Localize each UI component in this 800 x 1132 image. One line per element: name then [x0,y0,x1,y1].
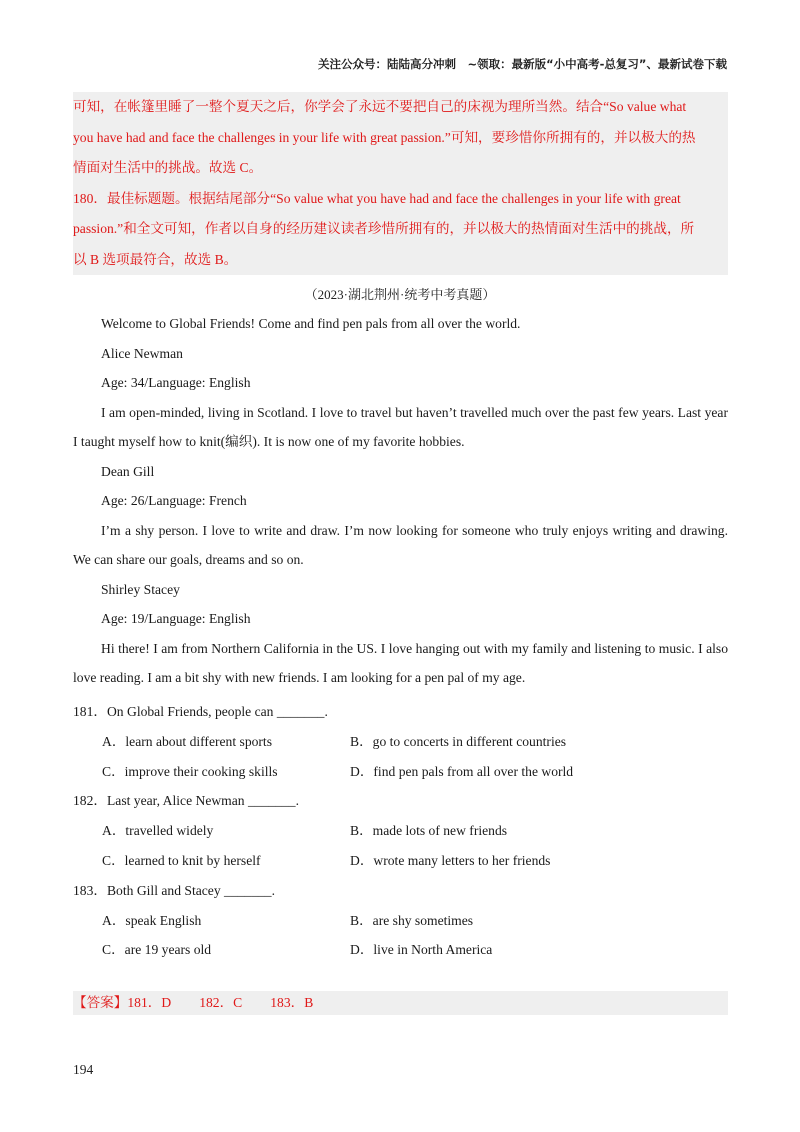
passage-intro: Welcome to Global Friends! Come and find pen pals from all over the world. [101,316,521,331]
profile-name: Alice Newman [101,345,183,361]
question-stem: 181．On Global Friends, people can _______. [73,704,328,719]
explanation-block [73,92,728,275]
option-c: C．learned to knit by herself [102,852,261,868]
explanation-line: 180．最佳标题题。根据结尾部分“So value what you have had and face the challenges in your life with great [73,190,681,206]
answer-key [73,991,728,1015]
question-item [73,697,728,786]
option-b: B．are shy sometimes [350,912,474,928]
profile-info: Age: 19/Language: English [101,611,251,626]
question-list [73,697,728,965]
answer-item: 182．C [199,995,243,1010]
option-c: C．are 19 years old [102,942,212,958]
page-number: 194 [73,1062,94,1077]
profile-name: Dean Gill [101,463,155,479]
option-b: B．go to concerts in different countries [350,733,567,749]
option-d: D．find pen pals from all over the world [350,763,574,779]
question-stem: 183．Both Gill and Stacey _______. [73,882,276,898]
explanation-line: 以 B 选项最符合，故选 B。 [73,251,238,267]
option-d: D．wrote many letters to her friends [350,852,551,868]
profile-info: Age: 34/Language: English [101,375,251,390]
question-item [73,876,728,965]
option-c: C．improve their cooking skills [102,763,278,779]
explanation-line: you have had and face the challenges in your life with great passion.”可知，要珍惜你所拥有的，并以极大的热 [73,129,696,145]
answer-item: 183．B [270,995,314,1010]
question-stem: 182．Last year, Alice Newman _______. [73,793,299,809]
question-source: （2023·湖北荆州·统考中考真题） [304,287,496,302]
profile-info: Age: 26/Language: French [101,493,247,508]
profile-text: I’m a shy person. I love to write and draw. I’m now looking for someone who truly enjoys writing and drawing. We can share our goals, dreams and so on. [73,522,728,567]
profile-text: Hi there! I am from Northern California in the US. I love hanging out with my family and listening to music. I also love reading. I am a bit shy with new friends. I am looking for a pen pal of my age. [73,640,728,685]
option-a: A．speak English [102,912,202,928]
option-a: A．learn about different sports [102,733,273,749]
profile-text: I am open-minded, living in Scotland. I love to travel but haven’t travelled much over the past few years. Last year I taught myself how to knit(编织). It is now one of my favorite hobbies. [73,404,728,449]
option-d: D．live in North America [350,942,493,958]
reading-passage [73,309,728,693]
profile-name: Shirley Stacey [101,581,180,597]
answer-item: 181．D [127,995,172,1010]
explanation-line: passion.”和全文可知，作者以自身的经历建议读者珍惜所拥有的，并以极大的热情面对生活中的挑战，所 [73,221,695,236]
answer-label: 【答案】 [73,995,128,1010]
option-a: A．travelled widely [102,823,214,839]
option-b: B．made lots of new friends [350,823,508,839]
page-header: 关注公众号：陆陆高分冲刺 ~领取：最新版“小中高考-总复习”、最新试卷下载 [317,57,727,71]
explanation-line: 可知，在帐篷里睡了一整个夏天之后，你学会了永远不要把自己的床视为理所当然。结合“So value what [73,99,687,114]
question-item [73,786,728,875]
explanation-line: 情面对生活中的挑战。故选 C。 [73,160,263,175]
